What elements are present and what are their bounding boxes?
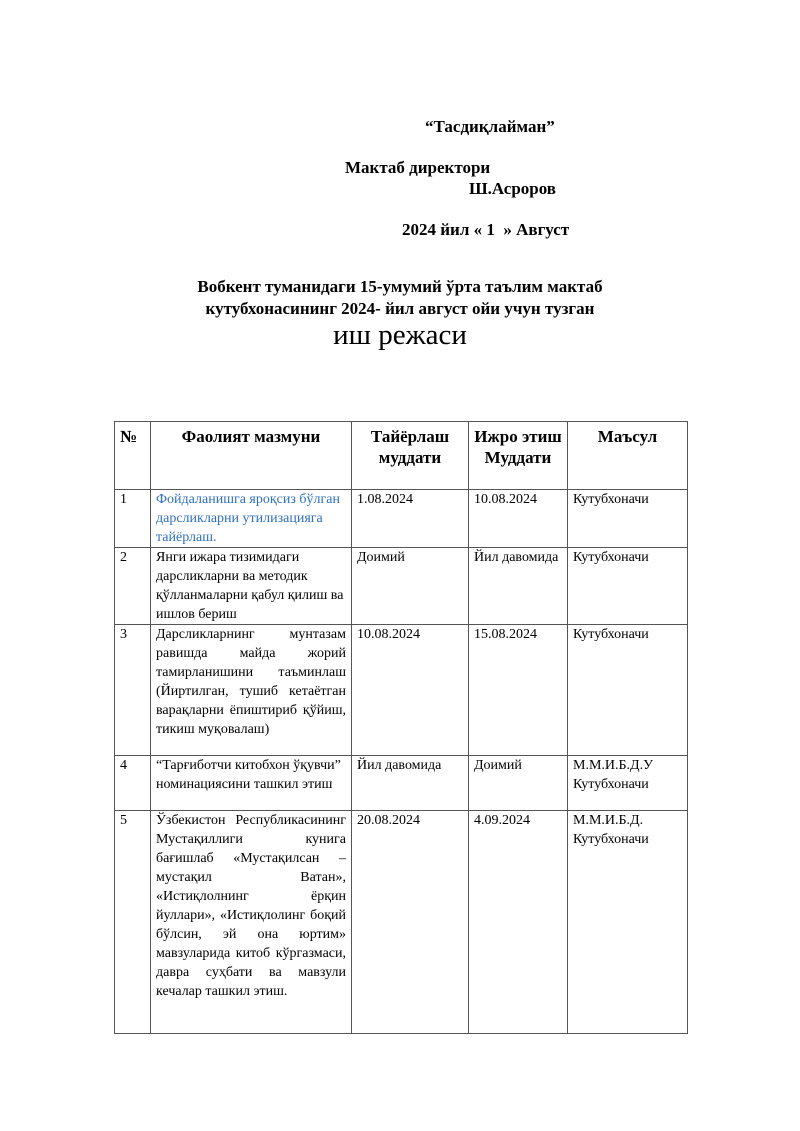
row-number: 1 <box>115 490 151 548</box>
preparation-deadline: Доимий <box>352 548 469 625</box>
execution-deadline: Йил давомида <box>469 548 568 625</box>
row-number: 3 <box>115 625 151 756</box>
director-name: Ш.Асроров <box>469 179 556 198</box>
table-row <box>115 490 688 548</box>
responsible: М.М.И.Б.Д.У Кутубхоначи <box>568 756 688 811</box>
preparation-deadline: 20.08.2024 <box>352 811 469 1034</box>
table-row <box>115 756 688 811</box>
activity-content: Ўзбекистон Республикасининг Мустақиллиги кунига бағишлаб «Мустақилсан – мустақил Ватан», «Истиқлолнинг ёрқин йуллари», «Истиқлолинг боқий бўлсин, эй она юртим» мавзуларида китоб кўргазмаси, давра суҳбати ва мавзули кечалар ташкил этиш. <box>151 811 352 1034</box>
execution-deadline: 15.08.2024 <box>469 625 568 756</box>
table-row <box>115 811 688 1034</box>
header-content: Фаолият мазмуни <box>151 422 352 490</box>
table-row <box>115 625 688 756</box>
responsible: Кутубхоначи <box>568 548 688 625</box>
header-responsible: Маъсул <box>568 422 688 490</box>
document-title-line-3: иш режаси <box>333 319 467 351</box>
responsible: Кутубхоначи <box>568 625 688 756</box>
responsible: М.М.И.Б.Д. Кутубхоначи <box>568 811 688 1034</box>
execution-deadline: Доимий <box>469 756 568 811</box>
activity-content: “Тарғиботчи китобхон ўқувчи” номинациясини ташкил этиш <box>151 756 352 811</box>
activity-content: Янги ижара тизимидаги дарсликларни ва методик қўлланмаларни қабул қилиш ва ишлов бериш <box>151 548 352 625</box>
execution-deadline: 4.09.2024 <box>469 811 568 1034</box>
execution-deadline: 10.08.2024 <box>469 490 568 548</box>
document-title-line-1: Вобкент туманидаги 15-умумий ўрта таълим мактаб <box>197 277 603 296</box>
table-header-row <box>115 422 688 490</box>
activity-content: Фойдаланишга яроқсиз бўлган дарсликларни утилизацияга тайёрлаш. <box>151 490 352 548</box>
header-preparation-deadline: Тайёрлаш муддати <box>352 422 469 490</box>
row-number: 2 <box>115 548 151 625</box>
director-title: Мактаб директори <box>345 158 491 177</box>
responsible: Кутубхоначи <box>568 490 688 548</box>
preparation-deadline: Йил давомида <box>352 756 469 811</box>
approval-date: 2024 йил « 1 » Август <box>402 220 570 239</box>
header-no: № <box>115 422 151 490</box>
work-plan-table <box>114 421 688 1034</box>
preparation-deadline: 10.08.2024 <box>352 625 469 756</box>
row-number: 4 <box>115 756 151 811</box>
approval-heading: “Тасдиқлайман” <box>425 117 555 136</box>
activity-content: Дарсликларнинг мунтазам равишда майда жорий тамирланишини таъминлаш (Йиртилган, тушиб кетаётган варақларни ёпиштириб қўйиш, тикиш муқовалаш) <box>151 625 352 756</box>
row-number: 5 <box>115 811 151 1034</box>
table-row <box>115 548 688 625</box>
header-execution-deadline: Ижро этиш Муддати <box>469 422 568 490</box>
preparation-deadline: 1.08.2024 <box>352 490 469 548</box>
document-title-line-2: кутубхонасининг 2024- йил август ойи учун тузган <box>205 299 595 318</box>
